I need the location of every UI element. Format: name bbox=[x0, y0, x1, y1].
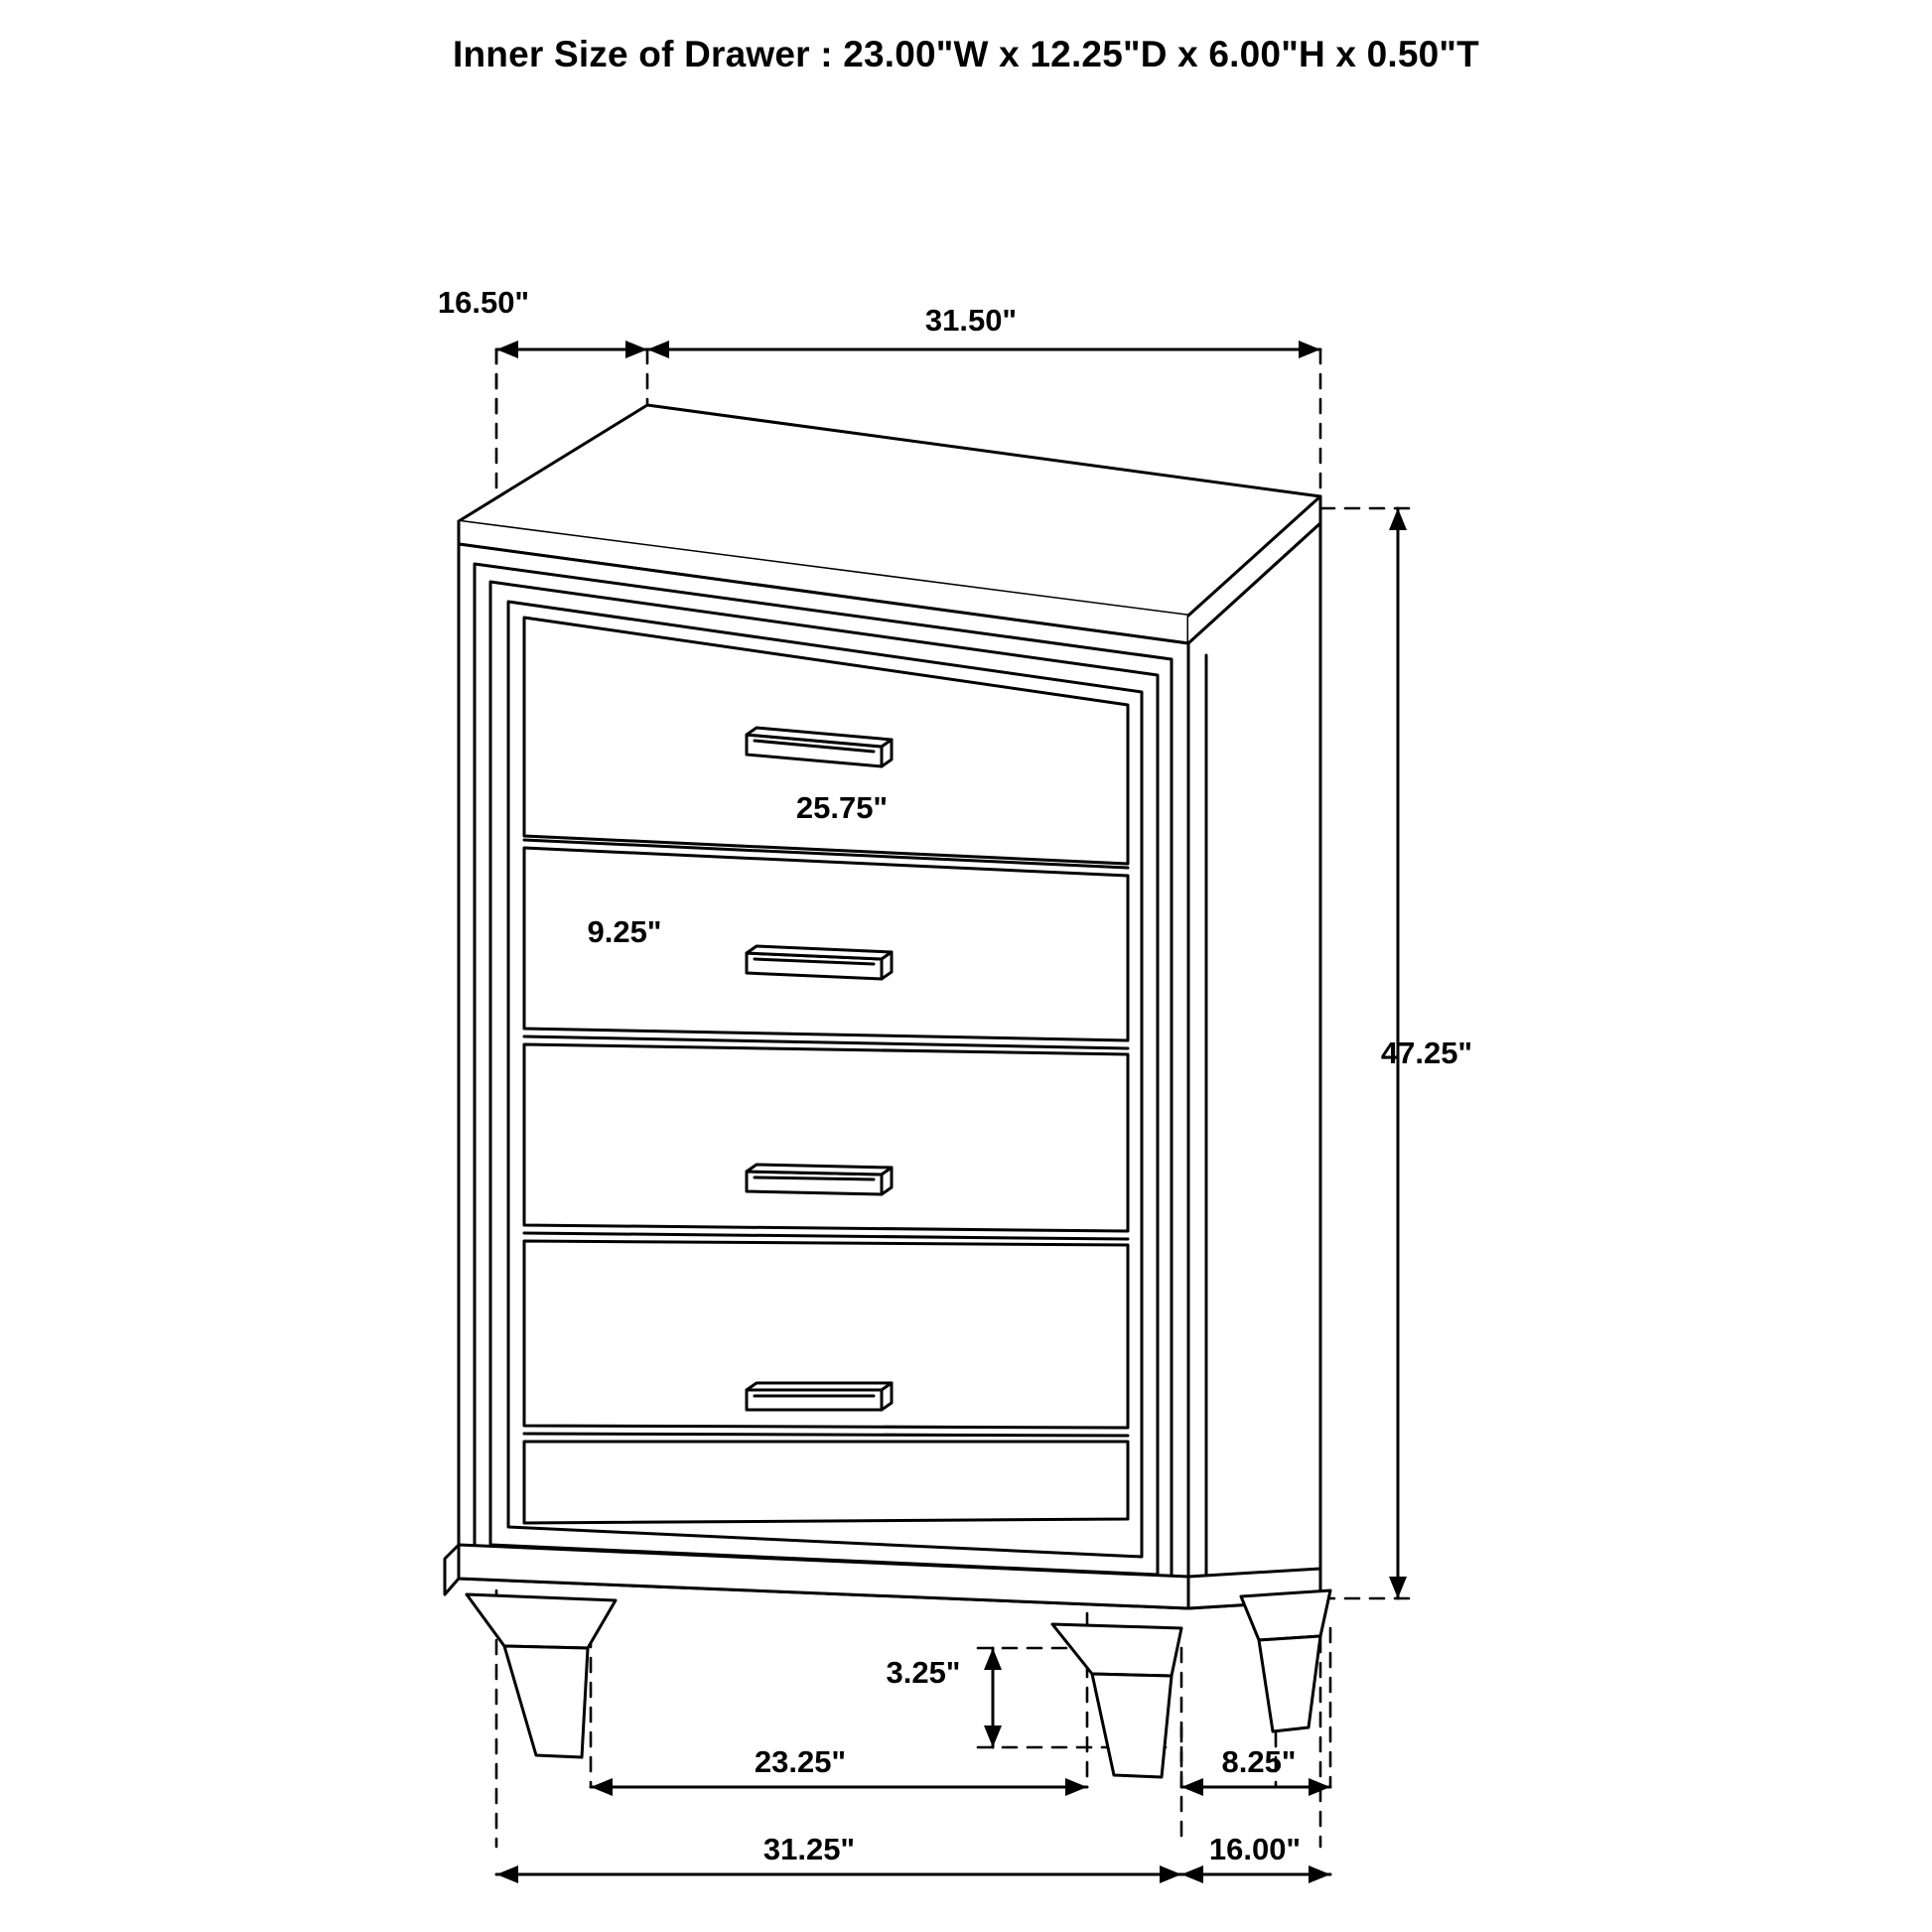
dimension-label-drawer-width: 25.75" bbox=[795, 790, 889, 825]
dimension-label-width-top: 31.50" bbox=[924, 303, 1018, 338]
page-title: Inner Size of Drawer : 23.00"W x 12.25"D x 6.00"H x 0.50"T bbox=[453, 34, 1479, 74]
dimension-label-drawer-height: 9.25" bbox=[587, 914, 662, 949]
dimension-label-depth-top: 16.50" bbox=[437, 285, 530, 320]
dimension-label-side-leg-span: 8.25" bbox=[1221, 1744, 1297, 1779]
dimension-label-base-depth: 16.00" bbox=[1208, 1832, 1302, 1866]
dimension-label-base-width: 31.25" bbox=[762, 1832, 856, 1866]
dimension-label-between-legs: 23.25" bbox=[754, 1744, 847, 1779]
dimension-label-overall-height: 47.25" bbox=[1380, 1035, 1473, 1070]
dimension-label-leg-height: 3.25" bbox=[886, 1655, 961, 1690]
